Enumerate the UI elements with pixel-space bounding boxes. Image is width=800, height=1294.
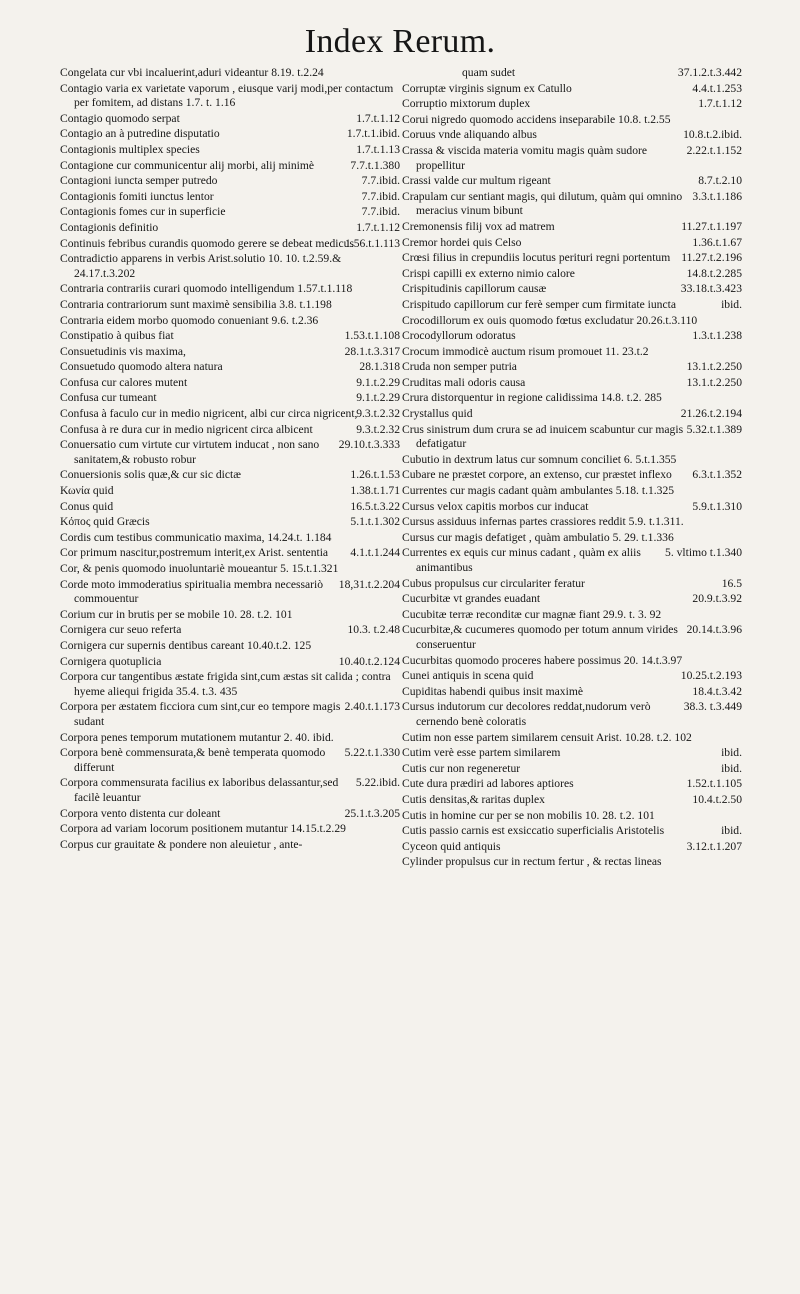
entry-reference: 5.22.ibid.: [355, 776, 400, 790]
index-entry: [402, 282, 742, 297]
entry-text: Corruptæ virginis signum ex Catullo: [402, 81, 572, 95]
index-entry: [60, 143, 400, 158]
index-entry: [402, 669, 742, 684]
entry-reference: 11.27.t.1.197: [681, 219, 742, 233]
entry-reference: 5. vltimo t.1.340: [665, 546, 742, 560]
entry-reference: 1.36.t.1.67: [692, 235, 742, 249]
entry-text: Corruptio mixtorum duplex: [402, 97, 531, 111]
entry-text: Corpora penes temporum mutationem mutantur 2. 40. ibid.: [60, 730, 334, 744]
index-entry: [60, 468, 400, 483]
index-entry: [402, 220, 742, 235]
index-entry: [60, 746, 400, 775]
index-entry: [402, 500, 742, 515]
entry-text: Cutis passio carnis est exsiccatio superficialis Aristotelis: [402, 824, 665, 838]
index-entry: [402, 391, 742, 406]
index-entry: [402, 360, 742, 375]
index-entry: [60, 608, 400, 623]
entry-reference: 1.52.t.1.105: [686, 777, 742, 791]
entry-text: Contraria contrariis curari quomodo intelligendum 1.57.t.1.118: [60, 282, 353, 296]
entry-text: Cucubitæ terræ reconditæ cur magnæ fiant 29.9. t. 3. 92: [402, 607, 662, 621]
entry-text: Cursus velox capitis morbos cur inducat: [402, 499, 589, 513]
entry-text: Confusa à faculo cur in medio nigricent, albi cur circa nigricent,: [60, 407, 358, 421]
entry-text: Contagione cur communicentur alij morbi, alij minimè: [60, 158, 315, 172]
index-entry: [402, 809, 742, 824]
entry-text: Confusa cur tumeant: [60, 391, 157, 405]
entry-text: Cunei antiquis in scena quid: [402, 669, 534, 683]
page-title: Index Rerum.: [304, 23, 496, 60]
index-entry: [402, 746, 742, 761]
index-entry: [402, 685, 742, 700]
entry-reference: 6.3.t.1.352: [692, 468, 742, 482]
entry-reference: 1.3.t.1.238: [692, 329, 742, 343]
entry-reference: 2.22.t.1.152: [686, 143, 742, 157]
index-entry: [402, 840, 742, 855]
entry-text: Cyceon quid antiquis: [402, 839, 501, 853]
entry-text: Cutis in homine cur per se non mobilis 10. 28. t.2. 101: [402, 808, 655, 822]
entry-reference: 1.7.t.1.12: [356, 220, 400, 234]
index-entry: [402, 82, 742, 97]
right-column: [402, 66, 742, 871]
entry-reference: ibid.: [721, 761, 742, 775]
index-entry: [60, 578, 400, 607]
index-entry: [60, 546, 400, 561]
index-entry: [60, 500, 400, 515]
index-entry: [60, 423, 400, 438]
entry-text: Cor, & penis quomodo inuoluntariè moueantur 5. 15.t.1.321: [60, 562, 339, 575]
entry-text: Cruditas mali odoris causa: [402, 375, 526, 389]
entry-reference: 7.7.t.1.380: [350, 158, 400, 172]
entry-text: Crispitudo capillorum cur ferè semper cum firmitate iuncta: [402, 297, 676, 311]
entry-text: Corium cur in brutis per se mobile 10. 28. t.2. 101: [60, 607, 293, 621]
index-entry: [402, 174, 742, 189]
index-entry: [402, 190, 742, 219]
entry-text: Cruda non semper putria: [402, 360, 517, 374]
entry-reference: 10.25.t.2.193: [680, 669, 742, 683]
entry-text: Cursus assiduus infernas partes crassiores reddit 5.9. t.1.311.: [402, 515, 684, 529]
index-entry: [402, 298, 742, 313]
entry-text: Κόπος quid Græcis: [60, 515, 150, 529]
entry-reference: 28.1.t.3.317: [344, 344, 400, 358]
index-entry: [402, 577, 742, 592]
entry-text: Crispi capilli ex externo nimio calore: [402, 266, 575, 280]
entry-text: Corpus cur grauitate & pondere non aleuietur , ante-: [60, 837, 303, 851]
index-entry: [402, 345, 742, 360]
entry-text: Crocodillorum ex ouis quomodo fœtus excludatur 20.26.t.3.110: [402, 313, 698, 327]
entry-reference: 9.1.t.2.29: [356, 391, 400, 405]
entry-reference: 10.40.t.2.124: [338, 654, 400, 668]
entry-reference: 16.5: [721, 576, 742, 590]
entry-text: Crus sinistrum dum crura se ad inuicem scabuntur cur magis defatigatur: [402, 422, 684, 451]
entry-text: Conuersionis solis quæ,& cur sic dictæ: [60, 468, 241, 482]
entry-text: Crura distorquentur in regione calidissima 14.8. t.2. 285: [402, 391, 662, 405]
entry-text: Contraria eidem morbo quomodo conueniant 9.6. t.2.36: [60, 313, 319, 327]
entry-reference: 7.7.ibid.: [361, 205, 400, 219]
entry-reference: 1.7.t.1.12: [698, 97, 742, 111]
entry-text: Conus quid: [60, 499, 114, 513]
entry-reference: 13.1.t.2.250: [686, 375, 742, 389]
index-entry: [60, 66, 400, 81]
entry-text: Corpora per æstatem ficciora cum sint,cur eo tempore magis sudant: [60, 700, 341, 728]
entry-text: Congelata cur vbi incaluerint,aduri videantur 8.19. t.2.24: [60, 66, 324, 79]
entry-text: Cor primum nascitur,postremum interit,ex Arist. sententia: [60, 546, 329, 560]
index-entry: [60, 112, 400, 127]
entry-reference: 14.8.t.2.285: [686, 266, 742, 280]
entry-text: Confusa à re dura cur in medio nigricent circa albicent: [60, 422, 313, 436]
index-entry: [402, 515, 742, 530]
entry-reference: 18,31.t.2.204: [338, 577, 400, 591]
index-entry: [402, 453, 742, 468]
entry-text: Cremor hordei quis Celso: [402, 235, 522, 249]
entry-text: Crispitudinis capillorum causæ: [402, 282, 547, 296]
entry-reference: 1.26.t.1.53: [350, 468, 400, 482]
entry-text: Conuersatio cum virtute cur virtutem inducat , non sano sanitatem,& robusto robur: [60, 438, 320, 466]
entry-text: Cutim non esse partem similarem censuit Arist. 10.28. t.2. 102: [402, 730, 692, 744]
entry-text: Contraria contrariorum sunt maximè sensibilia 3.8. t.1.198: [60, 297, 332, 311]
entry-text: Cornigera cur supernis dentibus careant 10.40.t.2. 125: [60, 638, 312, 652]
entry-text: Contagionis definitio: [60, 220, 159, 234]
entry-text: Cornigera quotuplicia: [60, 654, 162, 668]
entry-reference: 21.26.t.2.194: [680, 407, 742, 421]
index-entry: [60, 776, 400, 805]
entry-reference: 5.22.t.1.330: [344, 746, 400, 760]
entry-text: Crystallus quid: [402, 407, 473, 421]
entry-text: Cremonensis filij vox ad matrem: [402, 219, 555, 233]
entry-reference: 11.27.t.2.196: [681, 251, 742, 265]
index-entry: [60, 282, 400, 297]
index-entry: [60, 731, 400, 746]
entry-reference: ibid.: [721, 297, 742, 311]
index-entry: [60, 314, 400, 329]
entry-text: Cursus indutorum cur decolores reddat,nudorum verò cernendo benè coloratis: [402, 700, 651, 728]
entry-reference: 2.40.t.1.173: [344, 700, 400, 714]
entry-text: Consuetudinis vis maxima,: [60, 344, 186, 358]
entry-reference: 10.3. t.2.48: [347, 623, 400, 637]
entry-text: Contagionis fomes cur in superficie: [60, 205, 226, 219]
entry-text: Cucurbitas quomodo proceres habere possimus 20. 14.t.3.97: [402, 653, 683, 667]
index-entry: [402, 546, 742, 575]
entry-text: Cupiditas habendi quibus insit maximè: [402, 684, 583, 698]
entry-text: Contagioni iuncta semper putredo: [60, 174, 218, 188]
entry-reference: 1.7.t.1.13: [356, 142, 400, 156]
index-entry: [60, 205, 400, 220]
entry-reference: 1.56.t.1.113: [345, 236, 400, 250]
entry-text: Contradictio apparens in verbis Arist.solutio 10. 10. t.2.59.& 24.17.t.3.202: [60, 252, 342, 280]
entry-reference: 38.3. t.3.449: [683, 700, 742, 714]
entry-text: Corpora benè commensurata,& benè temperata quomodo differunt: [60, 746, 326, 774]
entry-reference: 10.4.t.2.50: [692, 792, 742, 806]
entry-text: Contagio quomodo serpat: [60, 111, 180, 125]
entry-reference: 28.1.318: [359, 360, 400, 374]
entry-reference: 1.7.t.1.ibid.: [346, 127, 400, 141]
index-entry: [60, 562, 400, 577]
index-entry: [60, 838, 400, 853]
entry-reference: 4.4.t.1.253: [692, 81, 742, 95]
index-entry: [60, 252, 400, 281]
entry-reference: 9.3.t.2.32: [356, 407, 400, 421]
entry-text: Cubutio in dextrum latus cur somnum conciliet 6. 5.t.1.355: [402, 452, 677, 466]
index-entry: [402, 468, 742, 483]
entry-reference: 5.1.t.1.302: [350, 515, 400, 529]
index-entry: [60, 484, 400, 499]
index-entry: [60, 639, 400, 654]
index-entry: [402, 531, 742, 546]
index-entry: [60, 221, 400, 236]
entry-text: Cubare ne præstet corpore, an extenso, cur præstet inflexo: [402, 468, 672, 482]
entry-text: Consuetudo quomodo altera natura: [60, 360, 223, 374]
entry-reference: 3.12.t.1.207: [686, 839, 742, 853]
entry-text: Corui nigredo quomodo accidens inseparabile 10.8. t.2.55: [402, 112, 671, 126]
index-entry: [60, 345, 400, 360]
entry-reference: ibid.: [721, 824, 742, 838]
index-entry: [402, 423, 742, 452]
index-entry: [402, 314, 742, 329]
index-entry: [402, 376, 742, 391]
entry-text: Crassa & viscida materia vomitu magis quàm sudore propellitur: [402, 143, 648, 172]
index-entry: [402, 592, 742, 607]
entry-reference: 33.18.t.3.423: [680, 282, 742, 296]
entry-reference: 7.7.ibid.: [361, 174, 400, 188]
index-entry: [60, 807, 400, 822]
index-entry: [60, 515, 400, 530]
entry-text: Cylinder propulsus cur in rectum fertur , & rectas lineas: [402, 855, 662, 869]
index-entry: [60, 298, 400, 313]
index-entry: [60, 531, 400, 546]
index-entry: [60, 391, 400, 406]
index-entry: [60, 376, 400, 391]
entry-reference: 1.38.t.1.71: [350, 484, 400, 498]
entry-text: Currentes cur magis cadant quàm ambulantes 5.18. t.1.325: [402, 484, 675, 498]
index-entry: [402, 144, 742, 173]
entry-text: Crœsi filius in crepundiis locutus perituri regni portentum: [402, 251, 671, 265]
entry-text: Crapulam cur sentiant magis, qui dilutum, quàm qui omnino meracius vinum bibunt: [402, 189, 683, 218]
index-entry: [60, 670, 400, 699]
entry-reference: 10.8.t.2.ibid.: [683, 128, 742, 142]
index-entry: [402, 97, 742, 112]
index-entry: [402, 777, 742, 792]
index-entry: [60, 159, 400, 174]
entry-reference: 20.14.t.3.96: [686, 623, 742, 637]
entry-text: Crocum immodicè auctum risum promouet 11. 23.t.2: [402, 344, 649, 358]
index-entry: [60, 329, 400, 344]
entry-text: Corde moto immoderatius spiritualia membra necessariò commouentur: [60, 577, 324, 606]
index-entry: [402, 128, 742, 143]
index-entry: [402, 762, 742, 777]
entry-reference: 20.9.t.3.92: [692, 592, 742, 606]
entry-text: Cubus propulsus cur circulariter feratur: [402, 576, 585, 590]
entry-text: Cutis densitas,& raritas duplex: [402, 792, 545, 806]
entry-text: Cutis cur non regeneretur: [402, 761, 521, 775]
index-entry: [402, 700, 742, 729]
entry-reference: 5.32.t.1.389: [686, 422, 742, 436]
entry-text: Contagio varia ex varietate vaporum , eiusque varij modi,per contactum per fomitem, ad distans 1.7. t. 1.16: [60, 81, 394, 110]
entry-reference: 1.53.t.1.108: [344, 329, 400, 343]
entry-text: quam sudet: [462, 66, 516, 79]
entry-reference: 37.1.2.t.3.442: [677, 66, 742, 79]
entry-text: Cutim verè esse partem similarem: [402, 746, 561, 760]
index-entry: [402, 484, 742, 499]
index-entry: [402, 731, 742, 746]
entry-text: Corpora cur tangentibus æstate frigida sint,cum æstas sit calida ; contra hyeme aliequi frigida 35.4. t.3. 435: [60, 670, 391, 698]
entry-text: Contagionis multiplex species: [60, 142, 200, 156]
index-entry: [60, 623, 400, 638]
entry-reference: 25.1.t.3.205: [344, 806, 400, 820]
index-entry: [402, 251, 742, 266]
entry-text: Cute dura prædiri ad labores aptiores: [402, 777, 574, 791]
index-entry: [402, 608, 742, 623]
entry-text: Corpora commensurata facilius ex laboribus delassantur,sed facilè leuantur: [60, 776, 339, 804]
index-entry: [402, 824, 742, 839]
entry-reference: 18.4.t.3.42: [692, 684, 742, 698]
index-entry: [60, 700, 400, 729]
index-entry: [402, 407, 742, 422]
index-entry: [402, 623, 742, 652]
index-entry: [402, 66, 742, 81]
entry-reference: ibid.: [721, 746, 742, 760]
entry-reference: 1.7.t.1.12: [356, 111, 400, 125]
entry-text: Κωνία quid: [60, 484, 114, 498]
index-entry: [60, 174, 400, 189]
entry-text: Currentes ex equis cur minus cadant , quàm ex aliis animantibus: [402, 546, 641, 574]
entry-text: Cucurbitæ vt grandes euadant: [402, 592, 541, 606]
entry-text: Crocodyllorum odoratus: [402, 329, 516, 343]
left-column: [60, 66, 400, 853]
entry-reference: 9.1.t.2.29: [356, 375, 400, 389]
index-entry: [60, 407, 400, 422]
entry-reference: 9.3.t.2.32: [356, 422, 400, 436]
index-entry: [402, 855, 742, 870]
entry-text: Contagio an à putredine disputatio: [60, 127, 220, 141]
entry-reference: 4.1.t.1.244: [350, 546, 400, 560]
entry-reference: 13.1.t.2.250: [686, 360, 742, 374]
entry-text: Coruus vnde aliquando albus: [402, 128, 537, 142]
index-entry: [402, 267, 742, 282]
entry-reference: 8.7.t.2.10: [698, 174, 742, 188]
index-entry: [402, 793, 742, 808]
entry-text: Cornigera cur seuo referta: [60, 623, 182, 637]
index-entry: [60, 438, 400, 467]
index-entry: [60, 822, 400, 837]
entry-text: Cucurbitæ,& cucumeres quomodo per totum annum virides conseruentur: [402, 623, 678, 651]
index-entry: [60, 237, 400, 252]
index-entry: [402, 654, 742, 669]
index-entry: [402, 113, 742, 128]
index-entry: [402, 236, 742, 251]
entry-text: Cordis cum testibus communicatio maxima, 14.24.t. 1.184: [60, 530, 332, 544]
entry-text: Corpora ad variam locorum positionem mutantur 14.15.t.2.29: [60, 822, 346, 836]
entry-reference: 5.9.t.1.310: [692, 499, 742, 513]
index-entry: [60, 655, 400, 670]
entry-reference: 3.3.t.1.186: [692, 189, 742, 203]
index-entry: [60, 190, 400, 205]
entry-text: Continuis febribus curandis quomodo gerere se debeat medicus: [60, 236, 354, 250]
entry-reference: 16.5.t.3.22: [350, 499, 400, 513]
index-entry: [60, 127, 400, 142]
entry-reference: 29.10.t.3.333: [338, 438, 400, 452]
index-entry: [402, 329, 742, 344]
entry-text: Corpora vento distenta cur doleant: [60, 806, 221, 820]
entry-text: Crassi valde cur multum rigeant: [402, 174, 551, 188]
entry-text: Constipatio à quibus fiat: [60, 329, 174, 343]
index-entry: [60, 360, 400, 375]
entry-reference: 7.7.ibid.: [361, 189, 400, 203]
entry-text: Cursus cur magis defatiget , quàm ambulatio 5. 29. t.1.336: [402, 530, 674, 544]
entry-text: Contagionis fomiti iunctus lentor: [60, 189, 214, 203]
index-entry: [60, 82, 400, 111]
entry-text: Confusa cur calores mutent: [60, 375, 188, 389]
